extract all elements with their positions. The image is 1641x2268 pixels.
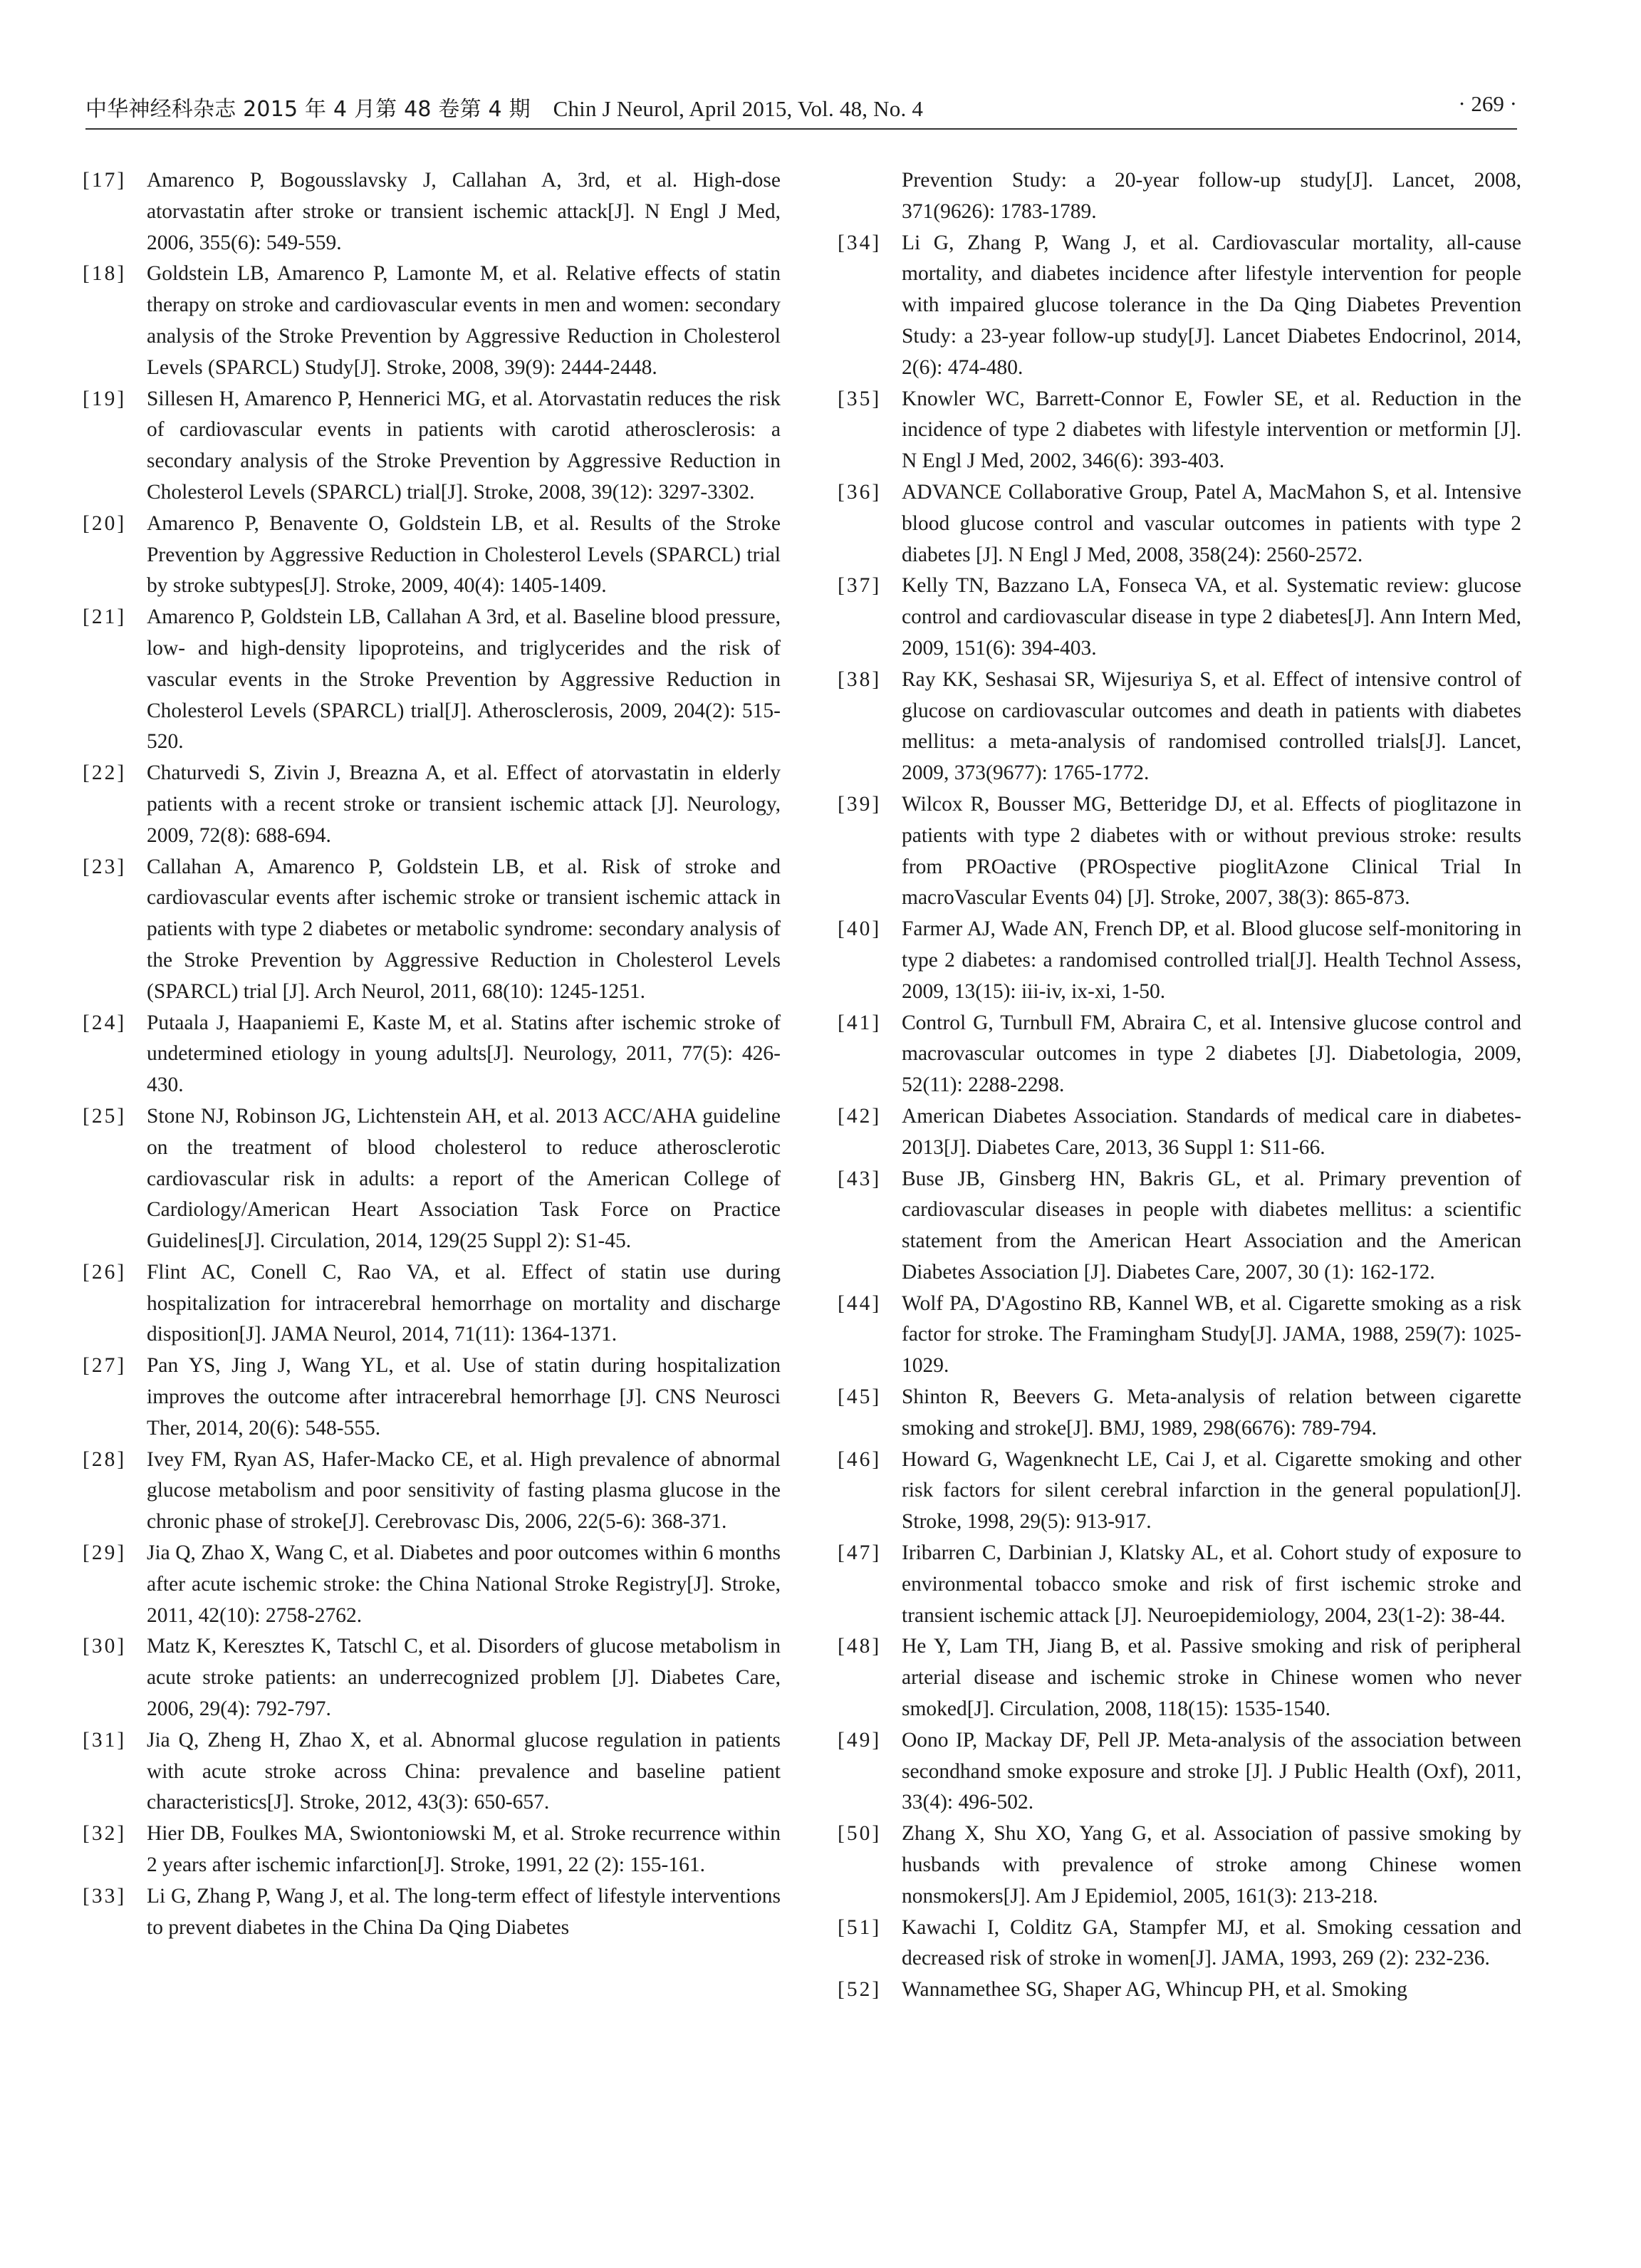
reference-number: [42] (838, 1104, 882, 1128)
reference-item (838, 1101, 1521, 1164)
reference-item (838, 914, 1521, 1007)
reference-number: [44] (838, 1291, 882, 1315)
reference-text: Putaala J, Haapaniemi E, Kaste M, et al. Statins after ischemic stroke of undetermined etiology in young adults[J]. Neurology, 2011, 77(5): 426-430. (147, 1011, 781, 1097)
reference-text: Farmer AJ, Wade AN, French DP, et al. Blood glucose self-monitoring in type 2 diabetes: a randomised controlled trial[J]. Health Technol Assess, 2009, 13(15): iii-iv, ix-xi, 1-50. (902, 917, 1521, 1003)
reference-text: Callahan A, Amarenco P, Goldstein LB, et al. Risk of stroke and cardiovascular events after ischemic stroke or transient ischemic attack in patients with type 2 diabetes or metabolic syndrome: secondary analysis of the Stroke Prevention by Aggressive Reduction in Cholesterol Levels (SPARCL) trial [J]. Arch Neurol, 2011, 68(10): 1245-1251. (147, 855, 781, 1003)
reference-text: Matz K, Keresztes K, Tatschl C, et al. Disorders of glucose metabolism in acute stroke patients: an underrecognized problem [J]. Diabetes Care, 2006, 29(4): 792-797. (147, 1635, 781, 1721)
reference-text: Jia Q, Zheng H, Zhao X, et al. Abnormal glucose regulation in patients with acute stroke across China: prevalence and baseline patient characteristics[J]. Stroke, 2012, 43(3): 650-657. (147, 1728, 781, 1814)
reference-number: [49] (838, 1728, 882, 1752)
reference-text: Flint AC, Conell C, Rao VA, et al. Effect of statin use during hospitalization for intracerebral hemorrhage on mortality and discharge disposition[J]. JAMA Neurol, 2014, 71(11): 1364-1371. (147, 1260, 781, 1346)
reference-text: Sillesen H, Amarenco P, Hennerici MG, et al. Atorvastatin reduces the risk of cardiovascular events in patients with carotid atherosclerosis: a secondary analysis of the Stroke Prevention by Aggressive Reduction in Cholesterol Levels (SPARCL) trial[J]. Stroke, 2008, 39(12): 3297-3302. (147, 387, 781, 504)
reference-item (838, 228, 1521, 384)
reference-item (838, 1164, 1521, 1289)
reference-number: [35] (838, 387, 882, 410)
reference-text: American Diabetes Association. Standards of medical care in diabetes-2013[J]. Diabetes Care, 2013, 36 Suppl 1: S11-66. (902, 1104, 1521, 1159)
reference-number: [24] (83, 1011, 127, 1034)
reference-item (83, 384, 781, 509)
reference-text: Li G, Zhang P, Wang J, et al. The long-term effect of lifestyle interventions to prevent diabetes in the China Da Qing Diabetes (147, 1884, 781, 1939)
reference-column-left (83, 165, 781, 1943)
reference-item (838, 1975, 1521, 2006)
reference-item (838, 1445, 1521, 1538)
reference-text: Knowler WC, Barrett-Connor E, Fowler SE, et al. Reduction in the incidence of type 2 diabetes with lifestyle intervention or metformin [J]. N Engl J Med, 2002, 346(6): 393-403. (902, 387, 1521, 473)
reference-text: Howard G, Wagenknecht LE, Cai J, et al. Cigarette smoking and other risk factors for silent cerebral infarction in the general population[J]. Stroke, 1998, 29(5): 913-917. (902, 1447, 1521, 1534)
journal-citation (85, 91, 923, 123)
reference-number: [22] (83, 761, 127, 785)
reference-text: Control G, Turnbull FM, Abraira C, et al. Intensive glucose control and macrovascular outcomes in type 2 diabetes [J]. Diabetologia, 2009, 52(11): 2288-2298. (902, 1011, 1521, 1097)
reference-column-right (838, 165, 1521, 2006)
reference-item (83, 758, 781, 851)
reference-list-right (838, 228, 1521, 2006)
reference-item (838, 477, 1521, 571)
reference-number: [18] (83, 262, 127, 286)
reference-number: [26] (83, 1260, 127, 1284)
reference-item (83, 1881, 781, 1944)
reference-text: Iribarren C, Darbinian J, Klatsky AL, et al. Cohort study of exposure to environmental tobacco smoke and risk of first ischemic stroke and transient ischemic attack [J]. Neuroepidemiology, 2004, 23(1-2): 38-44. (902, 1541, 1521, 1627)
reference-item (83, 1445, 781, 1538)
reference-text: Kawachi I, Colditz GA, Stampfer MJ, et al. Smoking cessation and decreased risk of stroke in women[J]. JAMA, 1993, 269 (2): 232-236. (902, 1915, 1521, 1970)
reference-number: [23] (83, 855, 127, 878)
reference-number: [21] (83, 605, 127, 629)
reference-item (838, 1913, 1521, 1975)
reference-text: Amarenco P, Bogousslavsky J, Callahan A, 3rd, et al. High-dose atorvastatin after stroke or transient ischemic attack[J]. N Engl J Med, 2006, 355(6): 549-559. (147, 169, 781, 254)
reference-text: ADVANCE Collaborative Group, Patel A, MacMahon S, et al. Intensive blood glucose control and vascular outcomes in patients with type 2 diabetes [J]. N Engl J Med, 2008, 358(24): 2560-2572. (902, 480, 1521, 566)
header-rule (85, 128, 1517, 130)
reference-item (838, 1538, 1521, 1631)
reference-item (83, 509, 781, 602)
reference-number: [32] (83, 1822, 127, 1846)
reference-text: Ivey FM, Ryan AS, Hafer-Macko CE, et al. High prevalence of abnormal glucose metabolism and poor sensitivity of fasting plasma glucose in the chronic phase of stroke[J]. Cerebrovasc Dis, 2006, 22(5-6): 368-371. (147, 1447, 781, 1534)
reference-number: [17] (83, 169, 127, 192)
reference-number: [31] (83, 1728, 127, 1752)
reference-item (83, 602, 781, 758)
reference-text: Stone NJ, Robinson JG, Lichtenstein AH, et al. 2013 ACC/AHA guideline on the treatment of blood cholesterol to reduce atherosclerotic cardiovascular risk in adults: a report of the American College of Cardiology/American Heart Association Task Force on Practice Guidelines[J]. Circulation, 2014, 129(25 Suppl 2): S1-45. (147, 1104, 781, 1253)
reference-item (83, 165, 781, 259)
reference-text: Pan YS, Jing J, Wang YL, et al. Use of statin during hospitalization improves the outcome after intracerebral hemorrhage [J]. CNS Neurosci Ther, 2014, 20(6): 548-555. (147, 1354, 781, 1440)
reference-continuation: Prevention Study: a 20-year follow-up study[J]. Lancet, 2008, 371(9626): 1783-1789. (902, 169, 1521, 223)
reference-item (838, 1631, 1521, 1725)
reference-number: [29] (83, 1541, 127, 1565)
reference-number: [38] (838, 667, 882, 691)
reference-text: Li G, Zhang P, Wang J, et al. Cardiovascular mortality, all-cause mortality, and diabetes incidence after lifestyle intervention for people with impaired glucose tolerance in the Da Qing Diabetes Prevention Study: a 23-year follow-up study[J]. Lancet Diabetes Endocrinol, 2014, 2(6): 474-480. (902, 231, 1521, 379)
reference-item (838, 1289, 1521, 1382)
reference-item (83, 1538, 781, 1631)
reference-text: Goldstein LB, Amarenco P, Lamonte M, et al. Relative effects of statin therapy on stroke and cardiovascular events in men and women: secondary analysis of the Stroke Prevention by Aggressive Reduction in Cholesterol Levels (SPARCL) Study[J]. Stroke, 2008, 39(9): 2444-2448. (147, 262, 781, 379)
reference-number: [28] (83, 1447, 127, 1471)
reference-number: [25] (83, 1104, 127, 1128)
reference-text: Amarenco P, Benavente O, Goldstein LB, et al. Results of the Stroke Prevention by Aggressive Reduction in Cholesterol Levels (SPARCL) trial by stroke subtypes[J]. Stroke, 2009, 40(4): 1405-1409. (147, 511, 781, 598)
reference-text: Amarenco P, Goldstein LB, Callahan A 3rd, et al. Baseline blood pressure, low- and high-density lipoproteins, and triglycerides and the risk of vascular events in the Stroke Prevention by Aggressive Reduction in Cholesterol Levels (SPARCL) trial[J]. Atherosclerosis, 2009, 204(2): 515-520. (147, 605, 781, 754)
reference-text: Wolf PA, D'Agostino RB, Kannel WB, et al. Cigarette smoking as a risk factor for stroke. The Framingham Study[J]. JAMA, 1988, 259(7): 1025-1029. (902, 1291, 1521, 1378)
reference-text: Jia Q, Zhao X, Wang C, et al. Diabetes and poor outcomes within 6 months after acute ischemic stroke: the China National Stroke Registry[J]. Stroke, 2011, 42(10): 2758-2762. (147, 1541, 781, 1627)
reference-item (838, 789, 1521, 914)
reference-item (838, 571, 1521, 664)
reference-number: [46] (838, 1447, 882, 1471)
reference-item (838, 1382, 1521, 1445)
reference-text: Hier DB, Foulkes MA, Swiontoniowski M, et al. Stroke recurrence within 2 years after ischemic infarction[J]. Stroke, 1991, 22 (2): 155-161. (147, 1822, 781, 1877)
reference-number: [27] (83, 1354, 127, 1378)
reference-item (838, 1008, 1521, 1101)
reference-item (83, 1819, 781, 1881)
reference-number: [50] (838, 1822, 882, 1846)
reference-text: Wilcox R, Bousser MG, Betteridge DJ, et al. Effects of pioglitazone in patients with type 2 diabetes with or without previous stroke: results from PROactive (PROspective pioglitAzone Clinical Trial In macroVascular Events 04) [J]. Stroke, 2007, 38(3): 865-873. (902, 792, 1521, 910)
reference-number: [52] (838, 1978, 882, 2002)
reference-item (838, 1819, 1521, 1912)
reference-number: [34] (838, 231, 882, 254)
reference-number: [51] (838, 1915, 882, 1939)
reference-number: [48] (838, 1635, 882, 1658)
reference-number: [19] (83, 387, 127, 410)
page-number: · 269 · (1458, 91, 1517, 116)
reference-item (83, 1101, 781, 1257)
reference-item (83, 1351, 781, 1444)
reference-number: [40] (838, 917, 882, 941)
reference-number: [37] (838, 574, 882, 598)
reference-text: Chaturvedi S, Zivin J, Breazna A, et al. Effect of atorvastatin in elderly patients with a recent stroke or transient ischemic attack [J]. Neurology, 2009, 72(8): 688-694. (147, 761, 781, 847)
reference-text: Oono IP, Mackay DF, Pell JP. Meta-analysis of the association between secondhand smoke exposure and stroke [J]. J Public Health (Oxf), 2011, 33(4): 496-502. (902, 1728, 1521, 1814)
reference-text: Ray KK, Seshasai SR, Wijesuriya S, et al. Effect of intensive control of glucose on cardiovascular outcomes and death in patients with diabetes mellitus: a meta-analysis of randomised controlled trials[J]. Lancet, 2009, 373(9677): 1765-1772. (902, 667, 1521, 785)
reference-number: [45] (838, 1385, 882, 1409)
reference-text: He Y, Lam TH, Jiang B, et al. Passive smoking and risk of peripheral arterial disease and ischemic stroke in Chinese women who never smoked[J]. Circulation, 2008, 118(15): 1535-1540. (902, 1635, 1521, 1721)
reference-number: [41] (838, 1011, 882, 1034)
reference-item (83, 852, 781, 1008)
reference-text: Buse JB, Ginsberg HN, Bakris GL, et al. Primary prevention of cardiovascular diseases in people with diabetes mellitus: a scientific statement from the American Heart Association and the American Diabetes Association [J]. Diabetes Care, 2007, 30 (1): 162-172. (902, 1167, 1521, 1284)
reference-item (838, 384, 1521, 477)
running-header (85, 91, 1517, 127)
reference-text: Wannamethee SG, Shaper AG, Whincup PH, et al. Smoking (902, 1978, 1407, 2002)
reference-item (838, 665, 1521, 789)
reference-item (83, 1257, 781, 1351)
reference-text: Kelly TN, Bazzano LA, Fonseca VA, et al. Systematic review: glucose control and cardiovascular disease in type 2 diabetes[J]. Ann Intern Med, 2009, 151(6): 394-403. (902, 574, 1521, 660)
reference-number: [20] (83, 511, 127, 535)
journal-name-en: Chin J Neurol, April 2015, Vol. 48, No. 4 (553, 96, 924, 121)
reference-text: Zhang X, Shu XO, Yang G, et al. Association of passive smoking by husbands with prevalence of stroke among Chinese women nonsmokers[J]. Am J Epidemiol, 2005, 161(3): 213-218. (902, 1822, 1521, 1908)
reference-item (838, 1725, 1521, 1819)
reference-number: [47] (838, 1541, 882, 1565)
reference-number: [39] (838, 792, 882, 816)
reference-text: Shinton R, Beevers G. Meta-analysis of relation between cigarette smoking and stroke[J]. BMJ, 1989, 298(6676): 789-794. (902, 1385, 1521, 1440)
journal-name-cn: 中华神经科杂志 2015 年 4 月第 48 卷第 4 期 (85, 97, 531, 122)
reference-item (83, 259, 781, 383)
reference-item (83, 1725, 781, 1819)
reference-item (83, 1008, 781, 1101)
reference-number: [43] (838, 1167, 882, 1190)
reference-number: [36] (838, 480, 882, 504)
reference-number: [33] (83, 1884, 127, 1908)
reference-number: [30] (83, 1635, 127, 1658)
reference-item (83, 1631, 781, 1725)
